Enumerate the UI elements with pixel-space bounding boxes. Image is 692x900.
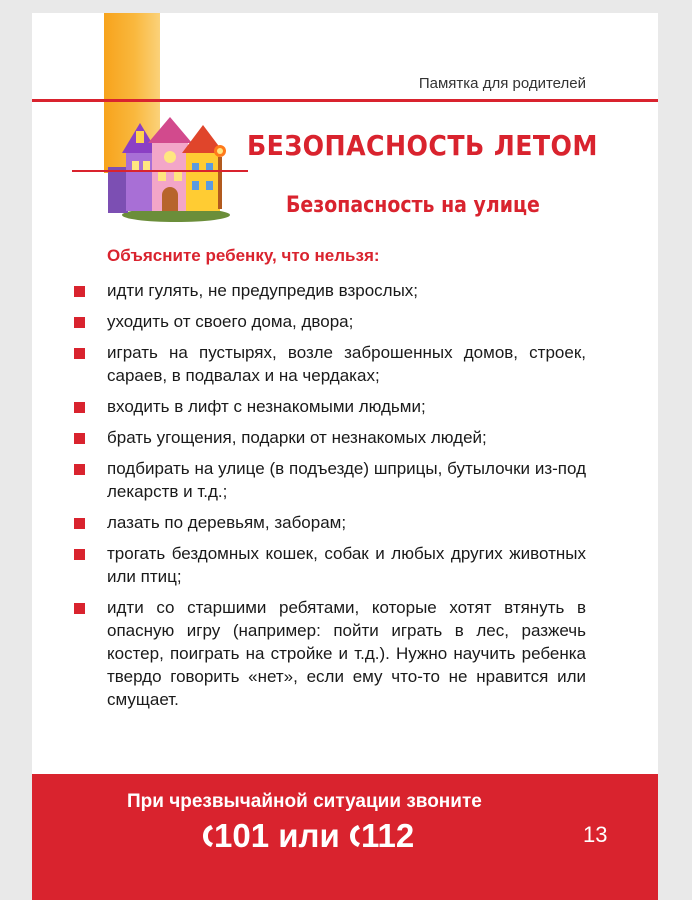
square-bullet-icon [74, 402, 85, 413]
emergency-footer [32, 774, 658, 900]
numbers-separator: или [269, 817, 349, 854]
emergency-numbers [202, 817, 414, 855]
page-number: 13 [583, 822, 608, 847]
phone-icon [349, 824, 361, 848]
list-item: входить в лифт с незнакомыми людьми; [74, 395, 586, 418]
list-item: подбирать на улице (в подъезде) шприцы, бутылочки из-под лекарств и т.д.; [74, 457, 586, 503]
square-bullet-icon [74, 549, 85, 560]
emergency-number-112: 112 [360, 817, 415, 854]
list-item: уходить от своего дома, двора; [74, 310, 586, 333]
list-item: брать угощения, подарки от незнакомых людей; [74, 426, 586, 449]
square-bullet-icon [74, 433, 85, 444]
page-subtitle: Безопасность на улице [286, 193, 540, 218]
page-title: БЕЗОПАСНОСТЬ ЛЕТОМ [247, 129, 598, 162]
square-bullet-icon [74, 348, 85, 359]
list-item: трогать бездомных кошек, собак и любых других животных или птиц; [74, 542, 586, 588]
phone-icon [202, 824, 214, 848]
house-illustration-icon [104, 111, 232, 223]
intro-heading: Объясните ребенку, что нельзя: [107, 246, 380, 265]
emergency-text: При чрезвычайной ситуации звоните [127, 791, 482, 812]
square-bullet-icon [74, 603, 85, 614]
list-item: лазать по деревьям, заборам; [74, 511, 586, 534]
header-label: Памятка для родителей [418, 75, 586, 92]
list-item: идти со старшими ребятами, которые хотят втянуть в опасную игру (например: пойти играть в лес, разжечь костер, поиграть на стройке и т.д.). Нужно научить ребенка твердо говорить «нет», если ему что-то не нравится или смущает. [74, 596, 586, 711]
memo-page [32, 13, 658, 900]
square-bullet-icon [74, 317, 85, 328]
title-underline [72, 170, 248, 172]
square-bullet-icon [74, 464, 85, 475]
list-item: идти гулять, не предупредив взрослых; [74, 279, 586, 302]
rules-list [74, 279, 586, 719]
header-divider [32, 99, 658, 102]
list-item: играть на пустырях, возле заброшенных домов, строек, сараев, в подвалах и на чердаках; [74, 341, 586, 387]
emergency-number-101: 101 [214, 817, 270, 854]
square-bullet-icon [74, 518, 85, 529]
square-bullet-icon [74, 286, 85, 297]
